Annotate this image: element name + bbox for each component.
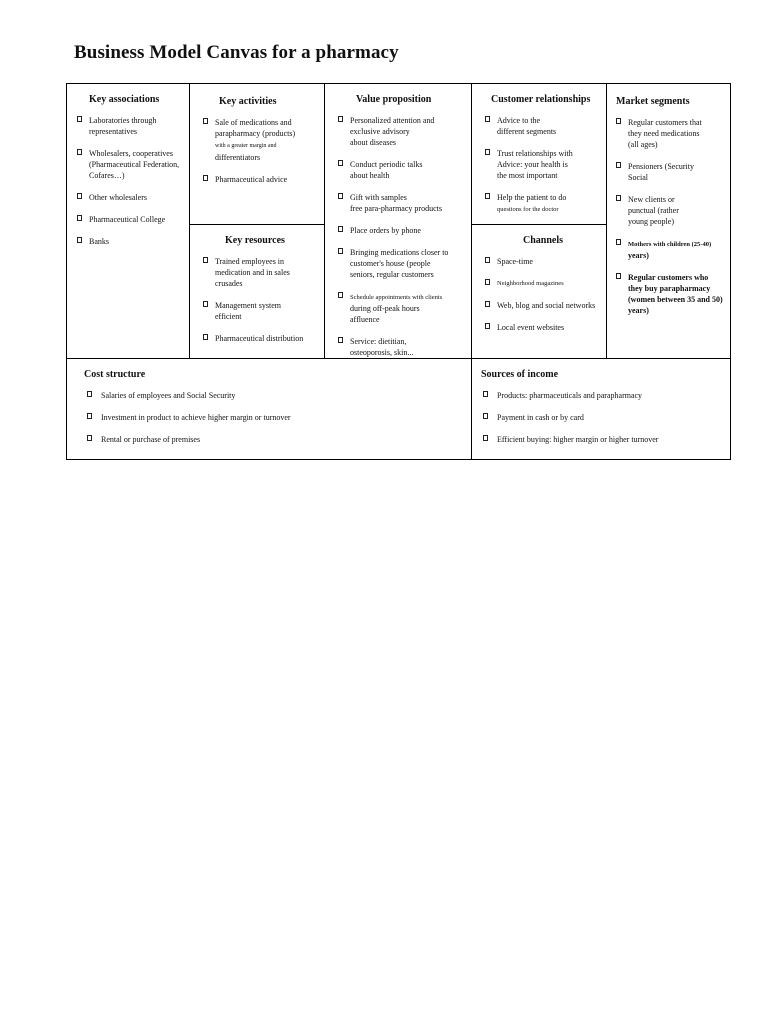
section-value-proposition xyxy=(334,94,468,369)
checkbox-icon xyxy=(485,301,490,307)
checkbox-icon xyxy=(338,160,343,166)
checkbox-icon xyxy=(483,391,488,397)
list-item: Web, blog and social networks xyxy=(481,300,605,311)
checkbox-icon xyxy=(203,257,208,263)
section-sources-of-income xyxy=(477,369,727,456)
list-item: Products: pharmaceuticals and parapharmacy xyxy=(477,390,727,401)
checkbox-icon xyxy=(616,162,621,168)
section-heading: Cost structure xyxy=(84,369,146,380)
checkbox-icon xyxy=(338,193,343,199)
section-heading: Key resources xyxy=(225,235,285,246)
list-item: Schedule appointments with clients during off-peak hours affluence xyxy=(334,291,468,325)
section-heading: Market segments xyxy=(616,96,690,107)
checkbox-icon xyxy=(485,257,490,263)
divider xyxy=(190,224,324,225)
list-item: Other wholesalers xyxy=(73,192,187,203)
checkbox-icon xyxy=(203,118,208,124)
section-key-associations xyxy=(73,94,187,258)
list-item: Regular customers who they buy parapharmacy (women between 35 and 50) years) xyxy=(612,272,728,316)
checkbox-icon xyxy=(616,273,621,279)
checkbox-icon xyxy=(485,149,490,155)
list-item: Rental or purchase of premises xyxy=(71,434,461,445)
section-heading: Sources of income xyxy=(481,369,559,380)
list-item: Pensioners (Security Social xyxy=(612,161,728,183)
checkbox-icon xyxy=(338,292,343,298)
list-item: Management system efficient xyxy=(199,300,321,322)
checkbox-icon xyxy=(483,435,488,441)
list-item: Payment in cash or by card xyxy=(477,412,727,423)
list-item: Help the patient to do questions for the doctor xyxy=(481,192,605,215)
checkbox-icon xyxy=(77,149,82,155)
list-item: Mothers with children (25-40) years) xyxy=(612,238,728,261)
list-item: Banks xyxy=(73,236,187,247)
section-heading: Key activities xyxy=(219,96,277,107)
checkbox-icon xyxy=(203,175,208,181)
section-cost-structure xyxy=(71,369,461,456)
list-item: Pharmaceutical College xyxy=(73,214,187,225)
divider xyxy=(471,84,472,460)
section-key-activities xyxy=(199,96,321,196)
divider xyxy=(189,84,190,359)
list-item: Personalized attention and exclusive advisory about diseases xyxy=(334,115,468,148)
list-item: Service: dietitian, osteoporosis, skin... xyxy=(334,336,468,358)
list-item: Advice to the different segments xyxy=(481,115,605,137)
checkbox-icon xyxy=(338,248,343,254)
list-item: Conduct periodic talks about health xyxy=(334,159,468,181)
list-item: Wholesalers, cooperatives (Pharmaceutical Federation, Cofares…) xyxy=(73,148,187,181)
checkbox-icon xyxy=(87,391,92,397)
list-item: Investment in product to achieve higher margin or turnover xyxy=(71,412,461,423)
list-item: Sale of medications and parapharmacy (products) with a greater margin and differentiators xyxy=(199,117,321,163)
checkbox-icon xyxy=(338,116,343,122)
checkbox-icon xyxy=(485,193,490,199)
checkbox-icon xyxy=(616,239,621,245)
list-item: New clients or punctual (rather young people) xyxy=(612,194,728,227)
section-heading: Value proposition xyxy=(356,94,432,105)
checkbox-icon xyxy=(338,337,343,343)
section-customer-relationships xyxy=(481,94,605,226)
checkbox-icon xyxy=(616,118,621,124)
list-item: Pharmaceutical advice xyxy=(199,174,321,185)
checkbox-icon xyxy=(485,279,490,285)
list-item: Salaries of employees and Social Security xyxy=(71,390,461,401)
divider xyxy=(606,84,607,359)
section-heading: Channels xyxy=(523,235,564,246)
list-item: Laboratories through representatives xyxy=(73,115,187,137)
checkbox-icon xyxy=(77,193,82,199)
checkbox-icon xyxy=(87,435,92,441)
checkbox-icon xyxy=(87,413,92,419)
section-channels xyxy=(481,235,605,344)
checkbox-icon xyxy=(203,301,208,307)
section-key-resources xyxy=(199,235,321,355)
checkbox-icon xyxy=(483,413,488,419)
section-heading: Customer relationships xyxy=(491,94,591,105)
checkbox-icon xyxy=(203,334,208,340)
page-title: Business Model Canvas for a pharmacy xyxy=(74,42,399,63)
list-item: Trained employees in medication and in sales crusades xyxy=(199,256,321,289)
checkbox-icon xyxy=(485,116,490,122)
business-model-canvas xyxy=(66,83,731,460)
section-market-segments xyxy=(612,96,728,327)
list-item: Bringing medications closer to customer's house (people seniors, regular customers xyxy=(334,247,468,280)
list-item: Neighborhood magazines xyxy=(481,278,605,289)
divider xyxy=(324,84,325,359)
list-item: Trust relationships with Advice: your health is the most important xyxy=(481,148,605,181)
list-item: Space-time xyxy=(481,256,605,267)
list-item: Pharmaceutical distribution xyxy=(199,333,321,344)
list-item: Regular customers that they need medications (all ages) xyxy=(612,117,728,150)
section-heading: Key associations xyxy=(89,94,160,105)
checkbox-icon xyxy=(77,116,82,122)
list-item: Place orders by phone xyxy=(334,225,468,236)
checkbox-icon xyxy=(77,237,82,243)
list-item: Efficient buying: higher margin or higher turnover xyxy=(477,434,727,445)
checkbox-icon xyxy=(616,195,621,201)
list-item: Gift with samples free para-pharmacy products xyxy=(334,192,468,214)
checkbox-icon xyxy=(77,215,82,221)
checkbox-icon xyxy=(485,323,490,329)
checkbox-icon xyxy=(338,226,343,232)
list-item: Local event websites xyxy=(481,322,605,333)
